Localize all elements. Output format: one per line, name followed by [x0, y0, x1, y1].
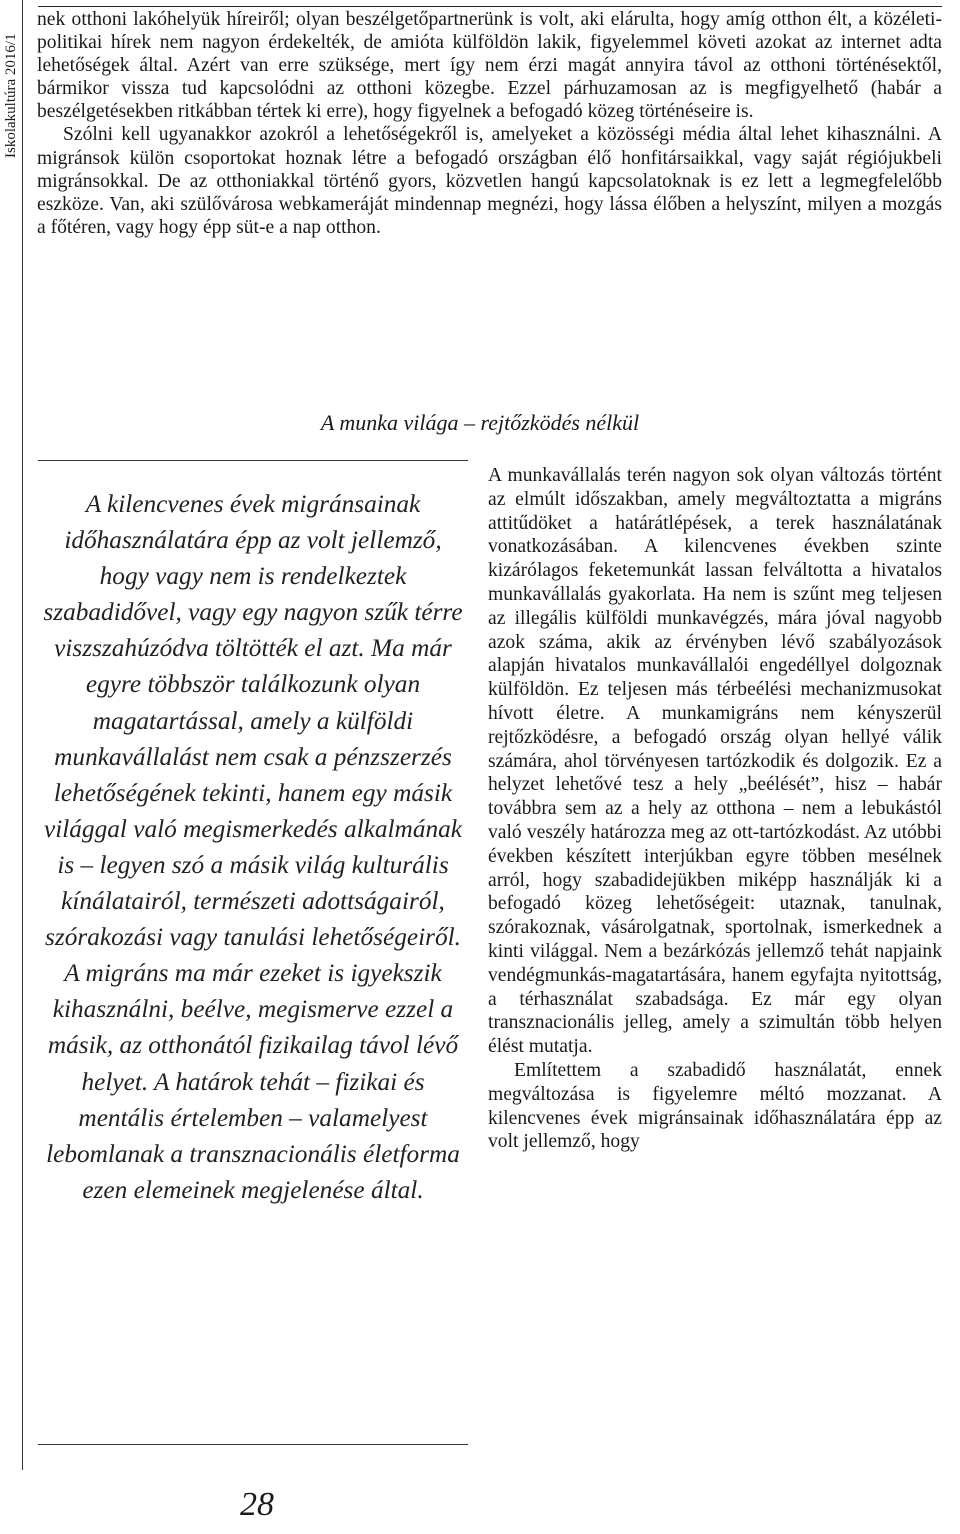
intro-text — [37, 8, 942, 239]
running-head: Iskolakultúra 2016/1 — [3, 33, 19, 158]
pullquote-bottom-rule — [38, 1444, 468, 1445]
top-divider — [38, 6, 942, 7]
pullquote: A kilencvenes évek migránsainak időhasználatára épp az volt jellemző, hogy vagy nem is rendelkeztek szabadidővel, vagy egy nagyon szűk térre viszszahúzódva töltötték el azt. Ma már egyre többször találkozunk olyan magatartással, amely a külföldi munkavállalást nem csak a pénzszerzés lehetőségének tekinti, hanem egy másik világgal való megismerkedés alkalmának is – legyen szó a másik világ kulturális kínálatairól, természeti adottságairól, szórakozási vagy tanulási lehetőségeiről. A migráns ma már ezeket is igyekszik kihasználni, beélve, megismerve ezzel a másik, az otthonától fizikailag távol lévő helyet. A határok tehát – fizikai és mentális értelemben – valamelyest lebomlanak a transznacionális életforma ezen elemeinek megjelenése által. — [43, 490, 463, 1204]
page-number: 28 — [240, 1486, 274, 1523]
right-column — [488, 464, 942, 1154]
section-heading: A munka világa – rejtőzködés nélkül — [320, 410, 640, 435]
intro-paragraph: Szólni kell ugyanakkor azokról a lehetőségekről is, amelyeket a közösségi média által lehet kihasználni. A migránsok külön csoportokat hoznak létre a befogadó országban élő honfitársaikkal, vagy saját régiójukbeli migránsokkal. De az otthoniakkal történő gyors, közvetlen hangú kapcsolatoknak is ez lett a legmegfelelőbb eszköze. Van, aki szülővárosa webkameráját mindennap megnézi, hogy lássa élőben a helyszínt, milyen a mozgás a főtéren, vagy hogy épp süt-e a nap otthon. — [37, 124, 942, 238]
intro-paragraph: nek otthoni lakóhelyük híreiről; olyan beszélgetőpartnerünk is volt, aki elárulta, hogy amíg otthon élt, a közéleti-politikai hírek nem nagyon érdekelték, de amióta külföldön lakik, figyelemmel követi azokat az internet adta lehetőségek által. Azért van erre szüksége, mert így nem érzi magát annyira távol az otthoni történésektől, bármikor vissza tud kapcsolódni az otthoni közegbe. Ezzel párhuzamosan az is megfigyelhető (habár a beszélgetésekben ritkábban tértek ki erre), hogy figyelnek a befogadó közeg történéseire is. — [37, 9, 942, 123]
running-head-tab — [0, 0, 23, 1470]
pullquote-top-rule — [38, 460, 468, 461]
body-paragraph: Említettem a szabadidő használatát, ennek megváltozása is figyelemre méltó mozzanat. A kilencvenes évek migránsainak időhasználatára épp az volt jellemző, hogy — [488, 1059, 942, 1153]
body-paragraph: A munkavállalás terén nagyon sok olyan változás történt az elmúlt időszakban, amely megváltoztatta a migráns attitűdöket a határátlépések, a terek használatának vonatkozásában. A kilencvenes években szinte kizárólagos feketemunkát lassan felváltotta a hivatalos munkavállalás gyakorlata. Ha nem is szűnt meg teljesen az illegális külföldi munkavégzés, mára jóval nagyobb azok száma, akik az érvényben lévő szabályozások alapján hivatalos munkavállalói engedéllyel dolgoznak külföldön. Ez teljesen más térbeélési mechanizmusokat hívott életre. A munkamigráns nem kényszerül rejtőzködésre, a befogadó ország olyan hellyé válik számára, ahol törvényesen tartózkodik és dolgozik. Ez a helyzet lehetővé tesz a hely „beélését”, hisz – habár továbbra sem az a hely az otthona – nem a lebukástól való veszély határozza meg az ott-tartózkodást. Az utóbbi években készített interjúkban egyre többen mesélnek arról, hogy szabadidejükben miképp használják ki a befogadó közeg lehetőségeit: utaznak, tanulnak, szórakoznak, vásárolgatnak, sportolnak, ismerkednek a kinti világgal. Nem a bezárkózás jellemző tehát napjaink vendégmunkás-magatartására, hanem egyfajta nyitottság, a térhasználat szabadsága. Ez már egy olyan transznacionális jelleg, amely a szimultán több helyen élést mutatja. — [488, 465, 942, 1058]
